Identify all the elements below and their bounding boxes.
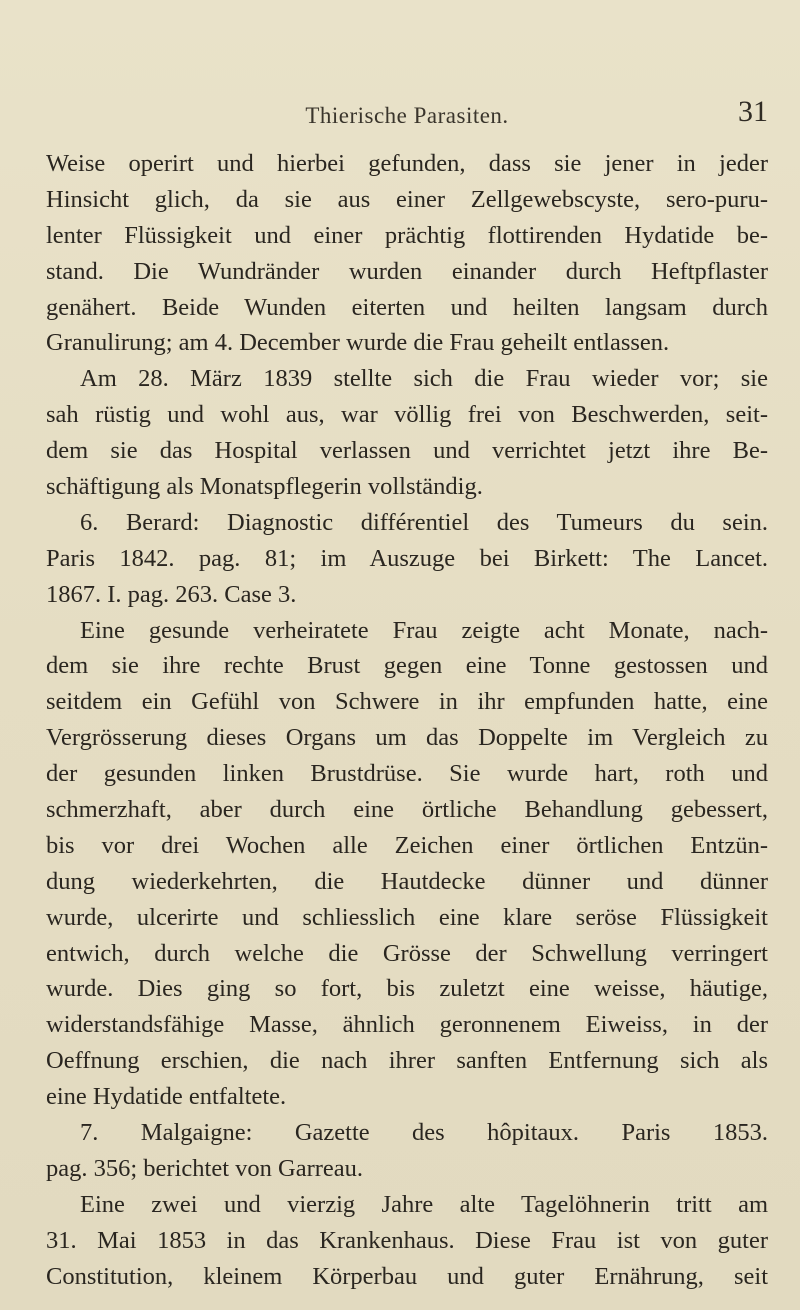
text-line: Eine zwei und vierzig Jahre alte Tagelöhnerin tritt am	[80, 1190, 768, 1218]
text-line: schäftigung als Monatspflegerin vollständig.	[46, 473, 483, 501]
text-line: Eine gesunde verheiratete Frau zeigte acht Monate, nach-	[80, 616, 768, 644]
text-line: eine Hydatide entfaltete.	[46, 1083, 287, 1111]
page-number: 31	[738, 95, 768, 128]
text-line: 6. Berard: Diagnostic différentiel des Tumeurs du sein.	[80, 508, 768, 536]
text-line: der gesunden linken Brustdrüse. Sie wurde hart, roth und	[46, 760, 768, 788]
text-line: 31. Mai 1853 in das Krankenhaus. Diese Frau ist von guter	[46, 1226, 768, 1254]
text-line: Paris 1842. pag. 81; im Auszuge bei Birkett: The Lancet.	[46, 544, 768, 572]
text-line: wurde, ulcerirte und schliesslich eine klare seröse Flüssigkeit	[46, 903, 768, 931]
text-line: 1867. I. pag. 263. Case 3.	[46, 580, 297, 608]
text-line: seitdem ein Gefühl von Schwere in ihr empfunden hatte, eine	[46, 688, 768, 716]
text-line: Vergrösserung dieses Organs um das Doppelte im Vergleich zu	[46, 724, 768, 752]
text-line: Constitution, kleinem Körperbau und guter Ernährung, seit	[46, 1262, 768, 1290]
running-title: Thierische Parasiten.	[305, 103, 509, 128]
text-line: bis vor drei Wochen alle Zeichen einer örtlichen Entzün-	[46, 831, 768, 859]
text-line: dung wiederkehrten, die Hautdecke dünner und dünner	[46, 867, 768, 895]
text-line: 7. Malgaigne: Gazette des hôpitaux. Paris 1853.	[80, 1119, 768, 1147]
text-line: Hinsicht glich, da sie aus einer Zellgewebscyste, sero-puru-	[46, 185, 768, 213]
text-line: Am 28. März 1839 stellte sich die Frau wieder vor; sie	[80, 365, 768, 393]
text-line: Granulirung; am 4. December wurde die Frau geheilt entlassen.	[46, 329, 670, 357]
text-line: Weise operirt und hierbei gefunden, dass sie jener in jeder	[46, 150, 768, 177]
body-text	[46, 146, 768, 1295]
text-line: widerstandsfähige Masse, ähnlich geronnenem Eiweiss, in der	[46, 1011, 768, 1039]
text-line: genähert. Beide Wunden eiterten und heilten langsam durch	[46, 293, 768, 321]
text-line: stand. Die Wundränder wurden einander durch Heftpflaster	[46, 257, 768, 285]
text-line: wurde. Dies ging so fort, bis zuletzt eine weisse, häutige,	[46, 975, 768, 1003]
text-line: Oeffnung erschien, die nach ihrer sanften Entfernung sich als	[46, 1047, 768, 1075]
text-line: pag. 356; berichtet von Garreau.	[46, 1154, 364, 1182]
text-line: schmerzhaft, aber durch eine örtliche Behandlung gebessert,	[46, 796, 768, 824]
text-line: sah rüstig und wohl aus, war völlig frei von Beschwerden, seit-	[46, 401, 768, 429]
text-line: dem sie das Hospital verlassen und verrichtet jetzt ihre Be-	[46, 437, 768, 465]
page-header	[46, 95, 768, 135]
text-line: lenter Flüssigkeit und einer prächtig flottirenden Hydatide be-	[46, 221, 768, 249]
text-line: dem sie ihre rechte Brust gegen eine Tonne gestossen und	[46, 652, 768, 680]
text-line: entwich, durch welche die Grösse der Schwellung verringert	[46, 939, 768, 967]
